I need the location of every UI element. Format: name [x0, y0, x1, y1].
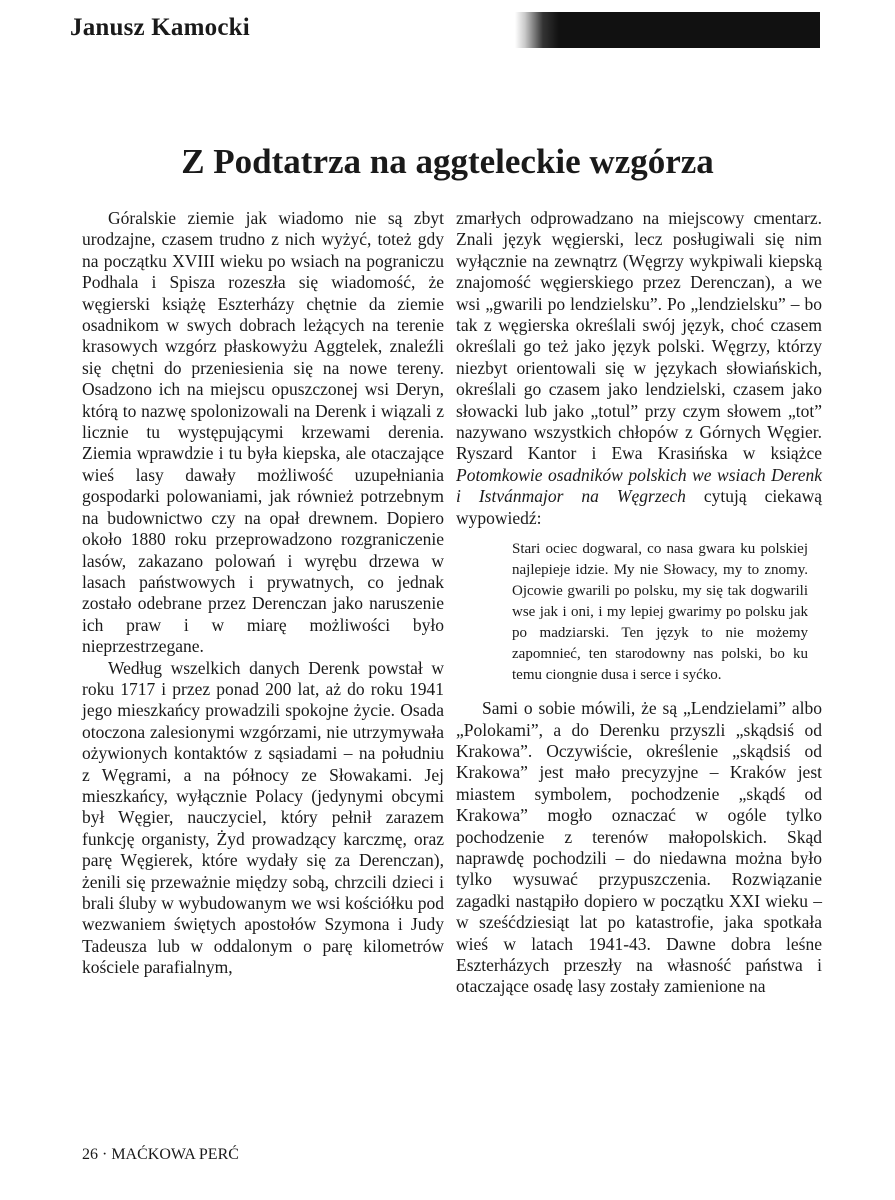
article-title: Z Podtatrza na aggteleckie wzgórza [181, 142, 714, 181]
paragraph: Według wszelkich danych Derenk powstał w roku 1717 i przez ponad 200 lat, aż do roku 1941 jego mieszkańcy prowadzili spokojne życie. Osada otoczona zalesionymi wzgórzami, nie utrzymywała ożywionych kontaktów z sąsiadami – na południu z Węgrami, a na północy ze Słowakami. Jej mieszkańcy, wyłącznie Polacy (jedynymi obcymi był Węgier, nauczyciel, który pełnił zarazem funkcję organisty, Żyd prowadzący karczmę, oraz parę Węgierek, które wydały się za Derenczan), żenili się przeważnie między sobą, chrzcili dzieci i brali śluby w wybudowanym we wsi kościółku pod wezwaniem świętych apostołów Szymona i Judy Tadeusza lub w oddalonym o parę kilometrów kościele parafialnym, [82, 657, 444, 978]
paragraph-text: zmarłych odprowadzano na miejscowy cmentarz. Znali język węgierski, lecz posługiwali się nim wyłącznie na zewnątrz (Węgrzy wykpiwali kiepską znajomość węgierskiego przez Derenczan), a we wsi „gwarili po lendzielsku”. Po „lendzielsku” – bo tak z węgierska określali swój język, choć czasem określali go też jako język polski. Węgrzy, którzy niezbyt orientowali się w językach słowiańskich, określali go czasem jako lendzielski, czasem jako słowacki lub jako „totul” przy czym słowem „tot” nazywano wszystkich chłopów z Górnych Węgier. Ryszard Kantor i Ewa Krasińska w książce [456, 208, 822, 464]
page-footer: 26 · MAĆKOWA PERĆ [82, 1146, 239, 1163]
paragraph-text: cytują ciekawą wypowiedź: [456, 486, 822, 528]
left-column [82, 208, 444, 979]
header-black-bar [515, 12, 820, 48]
block-quote: Stari ociec dogwaral, co nasa gwara ku polskiej najlepieje idzie. My nie Słowacy, my to znomy. Ojcowie gwarili po polsku, my się tak dogwarili wsе jak i oni, i my lepiej gwarimy po polsku jak po madziarski. Ten język to nie możemy zapomnieć, ten starodowny nas polski, bo ku temu ciongnie dusa i serce i syćko. [512, 541, 808, 684]
paragraph: Sami o sobie mówili, że są „Lendzielami” albo „Polokami”, a do Derenku przyszli „skądsiś od Krakowa”. Oczywiście, określenie „skądsiś od Krakowa” jest mało precyzyjne – Kraków jest miastem symbolem, pochodzenie „skądś od Krakowa” mogło oznaczać w ogóle tylko pochodzenie z terenów małopolskich. Skąd naprawdę pochodzili – do niedawna można było tylko wysuwać przypuszczenia. Rozwiązanie zagadki nastąpiło dopiero w początku XXI wieku – w sześćdziesiąt lat po katastrofie, jaka spotkała wieś w latach 1941-43. Dawne dobra leśne Eszterházych przeszły na własność państwa i otaczające osadę lasy zostały zamienione na [456, 698, 822, 997]
right-column [456, 208, 822, 998]
author-name: Janusz Kamocki [70, 14, 250, 41]
paragraph: Góralskie ziemie jak wiadomo nie są zbyt urodzajne, czasem trudno z nich wyżyć, toteż gdy na początku XVIII wieku po wsiach na pograniczu Podhala i Spisza rozeszła się wiadomość, że węgierski książę Eszterházy chętnie da ziemie osadnikom w swych dobrach leżących na terenie krasowych wzgórz płaskowyżu Aggtelek, znaleźli się chętni do przeniesienia się na nowe tereny. Osadzono ich na miejscu opuszczonej wsi Deryn, którą to nazwę spolonizowali na Derenk i wiązali z liczniе tu występującymi krzewami derenia. Ziemia wprawdzie i tu była kiepska, ale otaczające wieś lasy dawały możliwość uzupełniania gospodarki polowaniami, jak również potrzebnym na budownictwo czy na opał drewnem. Dopiero około 1880 roku przeprowadzono rozgraniczenie lasów, zakazano polowań i wyrębu drzewa w lasach państwowych i prywatnych, co jednak zostało odebrane przez Derenczan jako naruszenie ich praw i w miarę możliwości było nieprzestrzegane. [82, 208, 444, 657]
book-title: Potomkowie osadników polskich we wsiach Derenk i Istvánmajor na Węgrzech [456, 464, 822, 507]
paragraph [456, 208, 822, 529]
